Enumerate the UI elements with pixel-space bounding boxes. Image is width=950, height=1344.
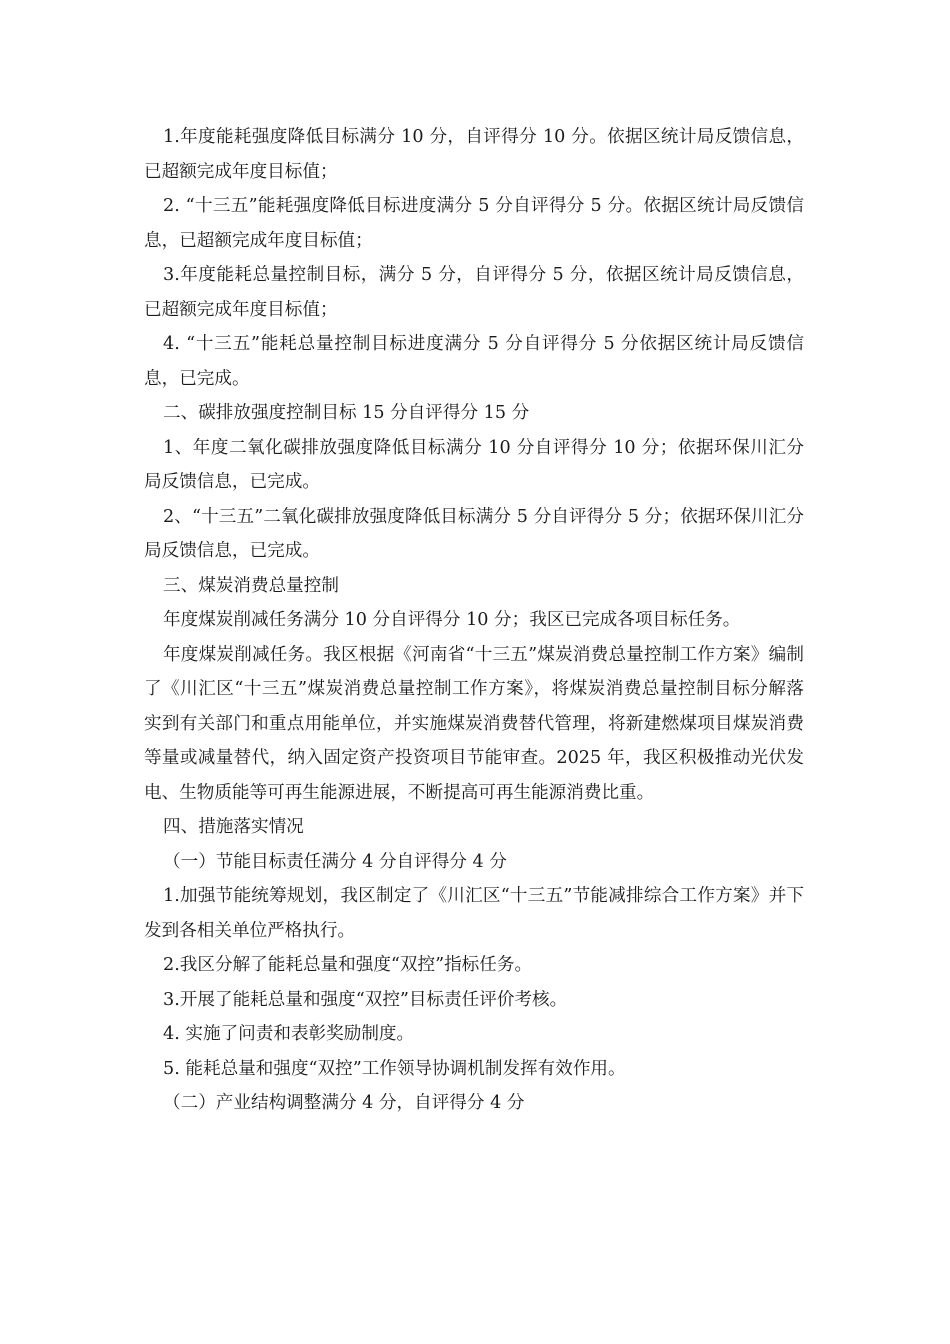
paragraph-measure-4: 4. 实施了问责和表彰奖励制度。: [163, 1024, 415, 1044]
document-page: [144, 120, 804, 1121]
paragraph-measure-2: 2.我区分解了能耗总量和强度“双控”指标任务。: [163, 955, 533, 975]
subheading-industrial-structure: （二）产业结构调整满分 4 分，自评得分 4 分: [163, 1093, 525, 1113]
section-heading-coal: 三、煤炭消费总量控制: [163, 575, 339, 596]
section-heading-carbon: 二、碳排放强度控制目标 15 分自评得分 15 分: [163, 403, 530, 423]
paragraph-measure-5: 5. 能耗总量和强度“双控”工作领导协调机制发挥有效作用。: [163, 1058, 626, 1079]
paragraph-coal-details: 年度煤炭削减任务。我区根据《河南省“十三五”煤炭消费总量控制工作方案》编制了《川汇区“十三五”煤炭消费总量控制工作方案》，将煤炭消费总量控制目标分解落实到有关部门和重点用能单位，并实施煤炭消费替代管理，将新建燃煤项目煤炭消费等量或减量替代，纳入固定资产投资项目节能审查。2025 年，我区积极推动光伏发电、生物质能等可再生能源进展，不断提高可再生能源消费比重。: [144, 644, 804, 803]
paragraph-coal-score: 年度煤炭削减任务满分 10 分自评得分 10 分；我区已完成各项目标任务。: [163, 610, 741, 630]
paragraph-carbon-progress: 2、“十三五”二氧化碳排放强度降低目标满分 5 分自评得分 5 分；依据环保川汇分局反馈信息，已完成。: [144, 506, 804, 561]
section-heading-measures: 四、措施落实情况: [163, 817, 304, 837]
paragraph-energy-total-progress: 4. “十三五”能耗总量控制目标进度满分 5 分自评得分 5 分依据区统计局反馈信息，已完成。: [144, 334, 804, 389]
paragraph-carbon-annual: 1、年度二氧化碳排放强度降低目标满分 10 分自评得分 10 分；依据环保川汇分局反馈信息，已完成。: [144, 437, 804, 492]
paragraph-measure-3: 3.开展了能耗总量和强度“双控”目标责任评价考核。: [163, 989, 568, 1010]
paragraph-energy-total-annual: 3.年度能耗总量控制目标，满分 5 分，自评得分 5 分，依据区统计局反馈信息，已超额完成年度目标值；: [144, 265, 804, 320]
subheading-energy-responsibility: （一）节能目标责任满分 4 分自评得分 4 分: [163, 851, 507, 872]
paragraph-measure-1: 1.加强节能统筹规划，我区制定了《川汇区“十三五”节能减排综合工作方案》并下发到各相关单位严格执行。: [144, 886, 804, 941]
paragraph-energy-intensity-progress: 2. “十三五”能耗强度降低目标进度满分 5 分自评得分 5 分。依据区统计局反馈信息，已超额完成年度目标值；: [144, 196, 804, 251]
paragraph-energy-intensity-annual: 1.年度能耗强度降低目标满分 10 分，自评得分 10 分。依据区统计局反馈信息，已超额完成年度目标值；: [144, 127, 804, 182]
